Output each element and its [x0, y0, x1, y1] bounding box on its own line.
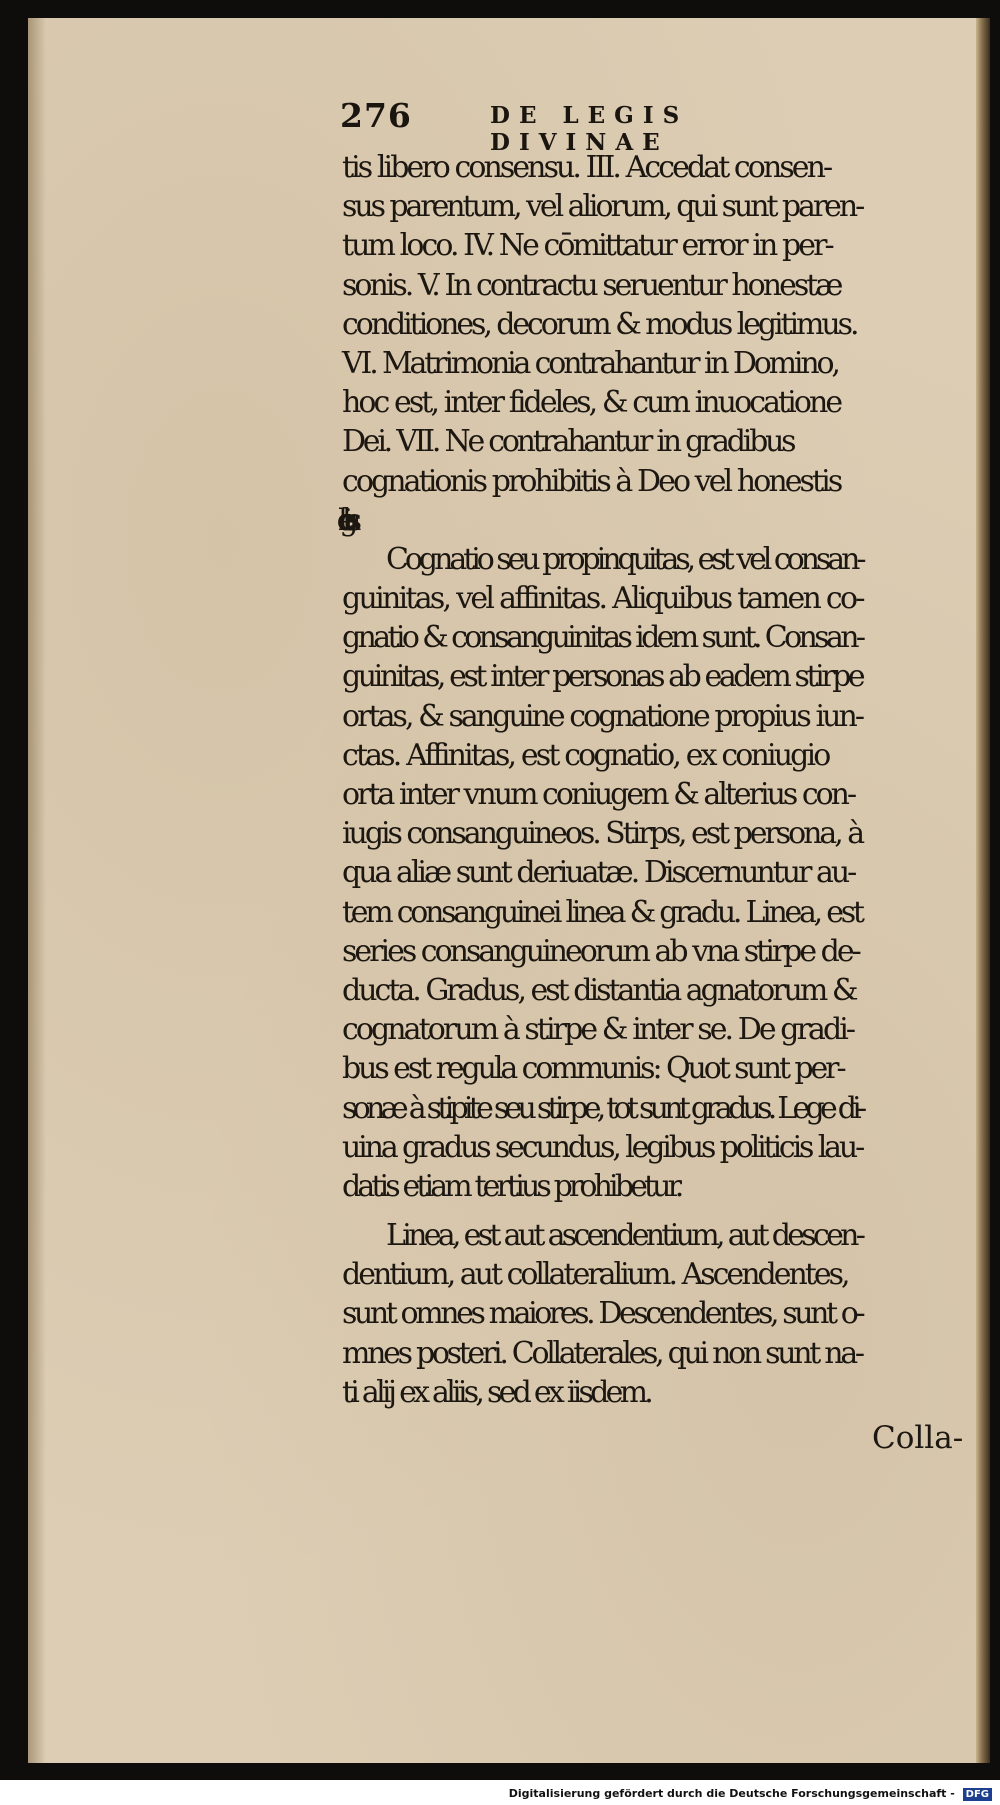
- text-line: gnatio & consanguinitas idem sunt. Consan-: [342, 620, 863, 656]
- catchword: Colla-: [872, 1420, 964, 1456]
- text-line: conditiones, decorum & modus legitimus.: [342, 306, 857, 342]
- text-line: cognatorum à stirpe & inter se. De gradi-: [342, 1012, 854, 1048]
- text-line: guinitas, vel affinitas. Aliquibus tamen co-: [342, 581, 863, 617]
- text-line: hoc est, inter fideles, & cum inuocatione: [342, 385, 841, 421]
- text-line: sonis. V. In contractu seruentur honestæ: [342, 267, 841, 303]
- text-line: guinitas, est inter personas ab eadem stirpe: [342, 659, 863, 695]
- running-head: [340, 96, 860, 156]
- text-line: sonæ à stipite seu stirpe, tot sunt gradus. Lege di-: [342, 1090, 863, 1126]
- text-line: series consanguineorum ab vna stirpe de-: [342, 933, 859, 969]
- text-line: orta inter vnum coniugem & alterius con-: [342, 777, 855, 812]
- text-line: ctas. Affinitas, est cognatio, ex coniugio: [342, 737, 829, 773]
- text-line: dentium, aut collateralium. Ascendentes,: [342, 1257, 848, 1293]
- text-line: datis etiam tertius prohibetur.: [342, 1168, 681, 1204]
- text-line: iugis consanguineos. Stirps, est persona, à: [342, 816, 863, 852]
- dfg-logo: DFG: [963, 1788, 992, 1801]
- text-line: tem consanguinei linea & gradu. Linea, est: [342, 894, 862, 930]
- running-title: DE LEGIS DIVINAE: [490, 102, 689, 156]
- body-text: [342, 148, 982, 1412]
- text-line: tum loco. IV. Ne cōmittatur error in per-: [342, 228, 832, 264]
- text-line: bus est regula communis: Quot sunt per-: [342, 1051, 844, 1087]
- paragraph-start-line: Cognatio seu propinquitas, est vel consan-: [386, 541, 863, 577]
- text-line: Dei. VII. Ne contrahantur in gradibus: [342, 424, 794, 460]
- text-line: VI. Matrimonia contrahantur in Domino,: [342, 345, 838, 381]
- paragraph-start-line: Linea, est aut ascendentium, aut descen-: [386, 1218, 863, 1254]
- text-line: qua aliæ sunt deriuatæ. Discernuntur au-: [342, 855, 855, 891]
- text-line: sunt omnes maiores. Descendentes, sunt o-: [342, 1296, 863, 1332]
- text-line: ducta. Gradus, est distantia agnatorum &: [342, 972, 856, 1008]
- text-line: ortas, & sanguine cognatione propius iun-: [342, 698, 863, 734]
- gutter-shadow: [28, 18, 46, 1763]
- page-number: 276: [340, 96, 412, 135]
- text-line: [342, 501, 982, 540]
- text-line: tis libero consensu. III. Accedat consen-: [342, 150, 831, 185]
- text-line: mnes posteri. Collaterales, qui non sunt na-: [342, 1335, 862, 1371]
- text-line: sus parentum, vel aliorum, qui sunt paren-: [342, 189, 863, 225]
- text-line: ti alij ex aliis, sed ex iisdem.: [342, 1374, 651, 1410]
- text-line: cognationis prohibitis à Deo vel honestis: [342, 463, 841, 499]
- text-line: uina gradus secundus, legibus politicis lau-: [342, 1129, 863, 1165]
- digitization-credit: [509, 1787, 992, 1801]
- credit-text: Digitalisierung gefördert durch die Deutsche Forschungsgemeinschaft -: [508, 1787, 955, 1800]
- paragraph-gap: [342, 1206, 982, 1216]
